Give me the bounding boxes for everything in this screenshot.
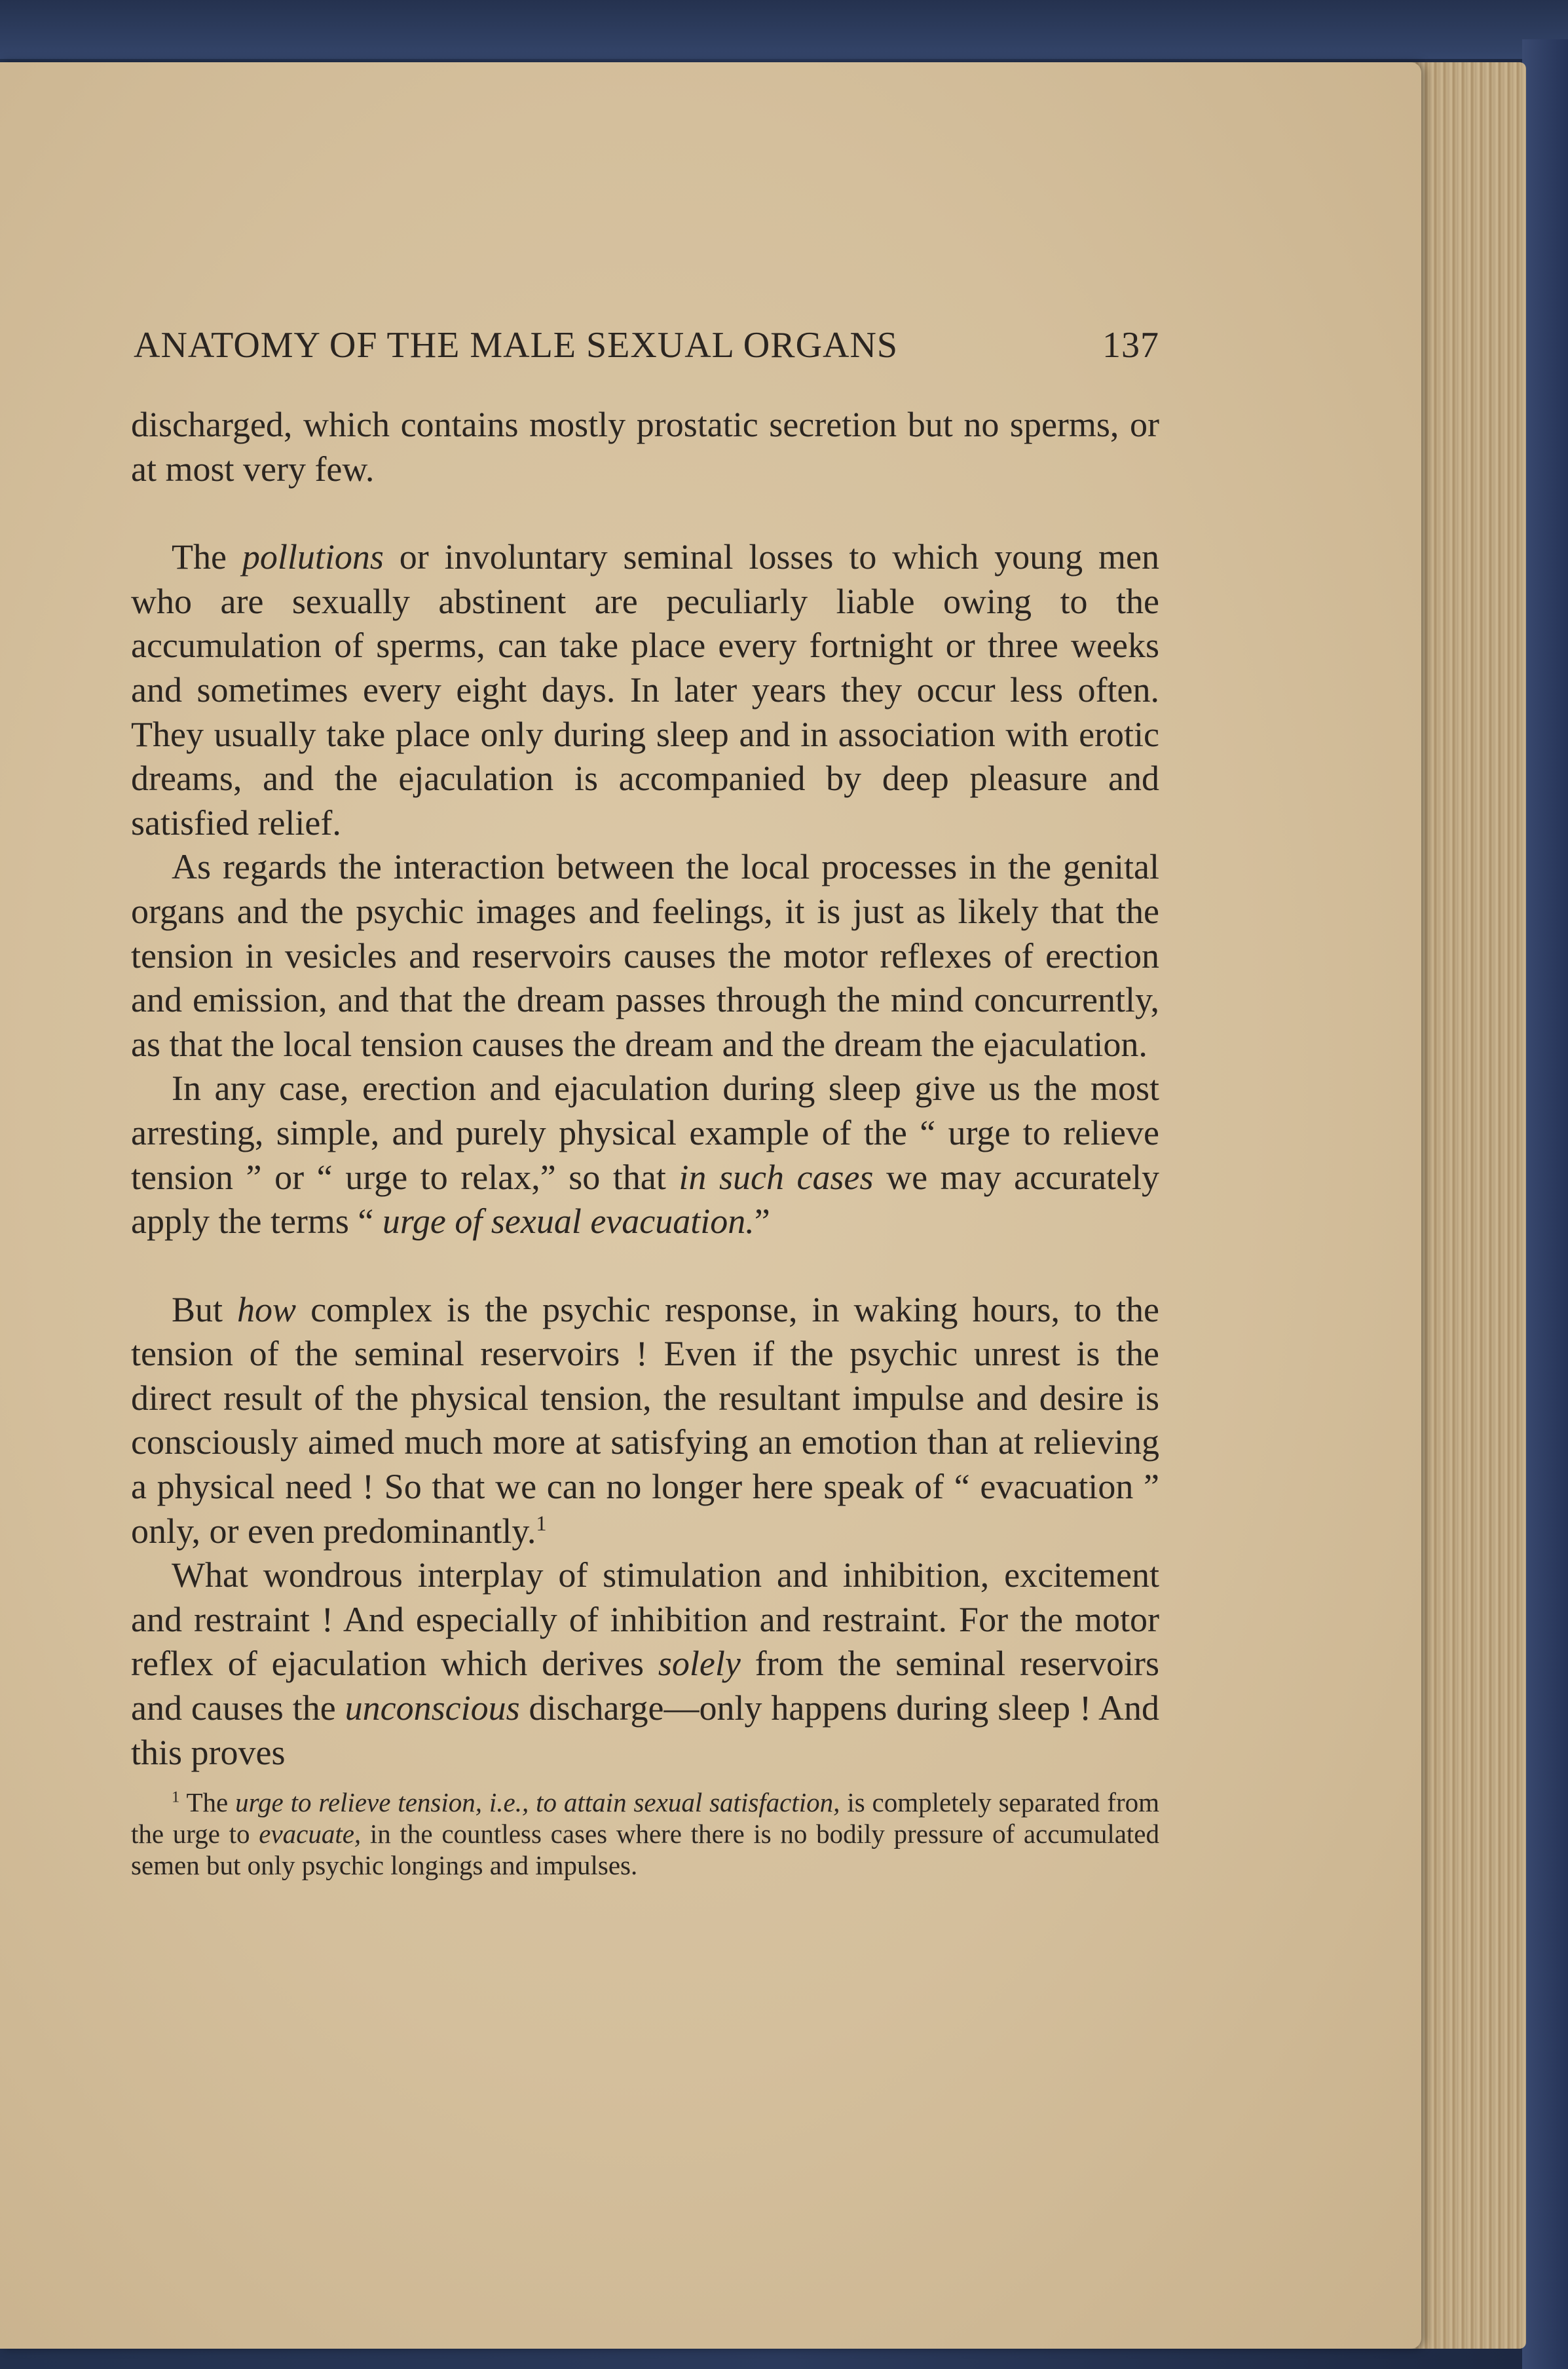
italic-term: solely bbox=[658, 1644, 741, 1684]
paragraph-text: discharge—only happens during sleep ! And this proves bbox=[131, 1688, 1159, 1772]
paragraph-text: complex is the psychic response, in waking hours, to the tension of the seminal reservoirs ! Even if the psychic unrest is the direct result of the physical tension, the resultant impulse and desire is consciously aimed much more at satisfying an emotion than at relieving a physical need ! So that we can no longer here speak of “ evacuation ” only, or even predominantly. bbox=[131, 1289, 1159, 1551]
italic-term: pollutions bbox=[242, 537, 384, 577]
book-page bbox=[0, 62, 1421, 2349]
paragraph-text: ” bbox=[754, 1202, 770, 1241]
italic-term: urge of sexual evacuation. bbox=[382, 1202, 755, 1241]
italic-term: in such cases bbox=[679, 1157, 874, 1197]
text-block bbox=[131, 324, 1159, 1881]
paragraph-any-case bbox=[131, 1067, 1159, 1243]
paragraph-how-complex bbox=[131, 1288, 1159, 1554]
paragraph-text: But bbox=[172, 1289, 238, 1329]
footnote-italic: evacuate, bbox=[259, 1819, 362, 1849]
italic-term: unconscious bbox=[345, 1688, 520, 1728]
italic-term: how bbox=[237, 1289, 297, 1329]
footnote-text: in the countless cases where there is no bodily pressure of accumulated semen but only psychic longings and impulses. bbox=[131, 1819, 1160, 1881]
paragraph-pollutions bbox=[131, 535, 1159, 845]
section-gap bbox=[131, 491, 1159, 535]
footnote-marker: 1 bbox=[172, 1788, 180, 1806]
footnote bbox=[131, 1787, 1159, 1881]
section-gap bbox=[131, 1244, 1159, 1288]
paragraph-text: or involuntary seminal losses to which young men who are sexually abstinent are peculiarly liable owing to the accumulation of sperms, can take place every fortnight or three weeks and sometimes every eight days. In later years they occur less often. They usually take place only during sleep and in association with erotic dreams, and the ejaculation is accompanied by deep pleasure and satisfied relief. bbox=[131, 537, 1159, 843]
paragraph-interaction bbox=[131, 845, 1159, 1067]
footnote-reference: 1 bbox=[536, 1511, 547, 1536]
body-text bbox=[131, 403, 1159, 1775]
paragraph-text: discharged, which contains mostly prostatic secretion but no sperms, or at most very few. bbox=[131, 405, 1159, 489]
paragraph-text: we may accurately apply the terms “ bbox=[131, 1157, 1160, 1241]
running-head bbox=[131, 324, 1159, 370]
paragraph-text: As regards the interaction between the local processes in the genital organs and the psychic images and feelings, it is just as likely that the tension in vesicles and reservoirs causes the motor reflexes of erection and emission, and that the dream passes through the mind concurrently, as that the local tension causes the dream and the dream the ejaculation. bbox=[131, 847, 1159, 1064]
footnote-text: The bbox=[179, 1787, 236, 1818]
paragraph-text: What wondrous interplay of stimulation and inhibition, excitement and restraint ! And especially of inhibition and restraint. For the motor reflex of ejaculation which derives bbox=[131, 1555, 1159, 1684]
footnote-italic: urge to relieve tension, i.e., to attain sexual satisfaction, bbox=[235, 1787, 840, 1818]
cover-right-edge bbox=[1522, 39, 1568, 2369]
cover-top-edge bbox=[0, 0, 1568, 59]
paragraph-text: In any case, erection and ejaculation during sleep give us the most arresting, simple, and purely physical example of the “ urge to relieve tension ” or “ urge to relax,” so that bbox=[131, 1069, 1159, 1197]
paragraph-continued bbox=[131, 403, 1159, 491]
page-number: 137 bbox=[1102, 325, 1159, 366]
paragraph-interplay bbox=[131, 1553, 1159, 1775]
running-head-title: ANATOMY OF THE MALE SEXUAL ORGANS bbox=[134, 325, 899, 366]
footnote-text: is completely separated from the urge to bbox=[131, 1787, 1159, 1849]
paragraph-text: The bbox=[172, 537, 242, 577]
paragraph-text: from the seminal reservoirs and causes the bbox=[131, 1644, 1160, 1728]
